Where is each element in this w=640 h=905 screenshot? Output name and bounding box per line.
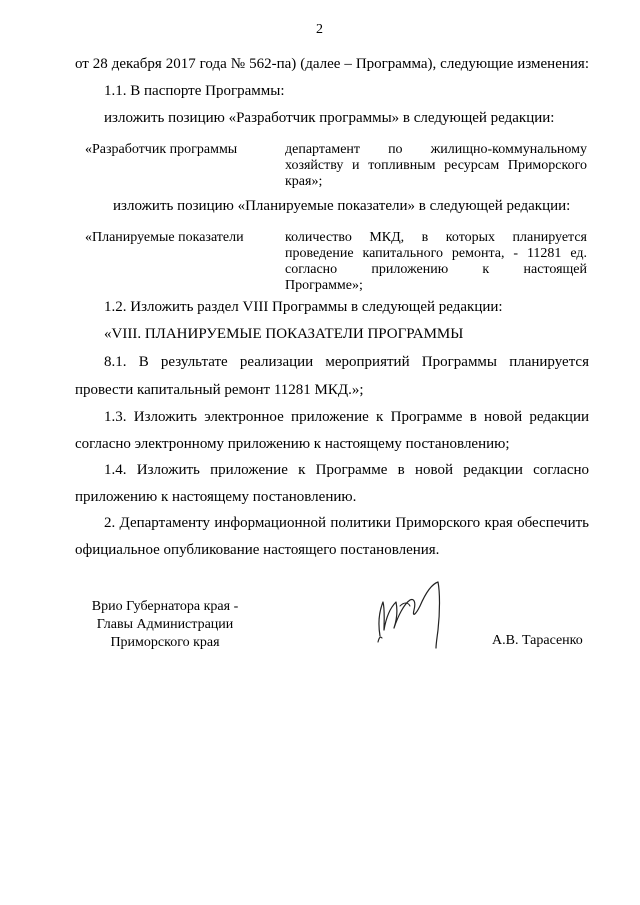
section-title: «VIII. ПЛАНИРУЕМЫЕ ПОКАЗАТЕЛИ ПРОГРАММЫ <box>104 326 464 342</box>
signatory-title <box>70 598 260 652</box>
paragraph-1-1: 1.1. В паспорте Программы: <box>104 83 285 99</box>
paragraph-1-2: 1.2. Изложить раздел VIII Программы в следующей редакции: <box>104 299 503 315</box>
paragraph-1-3-line2: согласно электронному приложению к настоящему постановлению; <box>75 436 510 452</box>
table1-value-line: хозяйству и топливным ресурсам Приморского <box>285 158 587 173</box>
page-number: 2 <box>316 22 323 37</box>
table1-value-line: края»; <box>285 174 323 189</box>
signatory-name: А.В. Тарасенко <box>492 633 583 648</box>
paragraph-set-indicators: изложить позицию «Планируемые показатели» в следующей редакции: <box>113 198 571 214</box>
table1-label: «Разработчик программы <box>85 142 238 157</box>
intro-line: от 28 декабря 2017 года № 562-па) (далее – Программа), следующие изменения: <box>75 56 589 72</box>
paragraph-1-4-line2: приложению к настоящему постановлению. <box>75 489 357 505</box>
signatory-title-line: Приморского края <box>110 635 220 650</box>
paragraph-2-line2: официальное опубликование настоящего постановления. <box>75 542 440 558</box>
table2-value-line: проведение капитального ремонта, - 11281 ед. <box>285 246 587 261</box>
table1-value-line: департамент по жилищно-коммунальному <box>285 142 587 157</box>
signatory-title-line: Главы Администрации <box>96 617 234 632</box>
table2-label: «Планируемые показатели <box>85 230 244 245</box>
paragraph-1-4-line1: 1.4. Изложить приложение к Программе в новой редакции согласно <box>104 462 589 478</box>
paragraph-8-1-line1: 8.1. В результате реализации мероприятий Программы планируется <box>104 354 589 370</box>
paragraph-8-1-line2: провести капитальный ремонт 11281 МКД.»; <box>75 382 364 398</box>
table2-value <box>285 230 587 294</box>
handwritten-signature <box>370 572 450 654</box>
paragraph-set-developer: изложить позицию «Разработчик программы» в следующей редакции: <box>104 110 555 126</box>
paragraph-2-line1: 2. Департаменту информационной политики Приморского края обеспечить <box>104 515 589 531</box>
signatory-title-line: Врио Губернатора края - <box>91 599 239 614</box>
table2-value-line: Программе»; <box>285 278 363 293</box>
table2-value-line: количество МКД, в которых планируется <box>285 230 587 245</box>
table1-value <box>285 142 587 190</box>
table2-value-line: согласно приложению к настоящей <box>285 262 587 277</box>
paragraph-1-3-line1: 1.3. Изложить электронное приложение к Программе в новой редакции <box>104 409 589 425</box>
